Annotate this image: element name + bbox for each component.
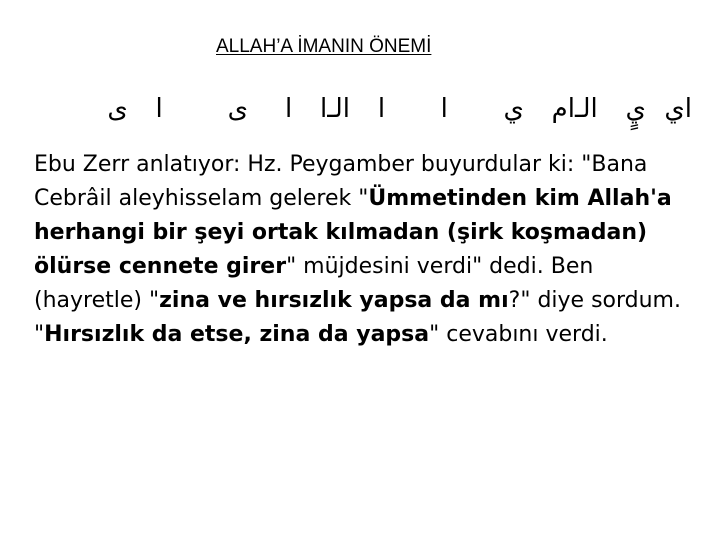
paragraph-segment: " cevabını verdi. xyxy=(429,322,608,347)
arabic-word: ى xyxy=(107,94,128,124)
paragraph-segment: Ebu Zerr anlatıyor: Hz. Peygamber buyurdular ki: "Bana Cebrâil aleyhisselam gelerek " xyxy=(34,152,648,211)
paragraph-segment-bold: zina ve hırsızlık yapsa da mı xyxy=(159,288,509,313)
arabic-word: اي xyxy=(664,94,692,124)
arabic-word: الـ xyxy=(327,94,351,124)
hadith-paragraph xyxy=(34,148,694,352)
paragraph-segment-bold: Hırsızlık da etse, zina da yapsa xyxy=(44,322,430,347)
arabic-word: ام xyxy=(551,94,575,124)
arabic-word: ى xyxy=(227,94,248,124)
arabic-word: ا xyxy=(155,94,163,124)
arabic-word: ا xyxy=(320,94,328,124)
arabic-word: الـ xyxy=(574,94,598,124)
arabic-word: ا xyxy=(377,94,386,124)
paragraph-segment-bold: Ümmetinden kim Allah'a herhangi bir şeyi ortak kılmadan (şirk koşmadan) ölürse cennete girer xyxy=(34,186,672,279)
arabic-word: يٍ xyxy=(625,94,646,124)
arabic-word: ا xyxy=(440,94,448,124)
page-title: ALLAH’A İMANIN ÖNEMİ xyxy=(216,36,432,57)
paragraph-segment: " müjdesini verdi" dedi. Ben (hayretle) " xyxy=(34,254,594,313)
arabic-text-line xyxy=(92,94,692,124)
arabic-word: ي xyxy=(503,94,524,124)
paragraph-segment: ?" diye sordum. " xyxy=(34,288,681,347)
arabic-word: ا xyxy=(285,94,293,124)
